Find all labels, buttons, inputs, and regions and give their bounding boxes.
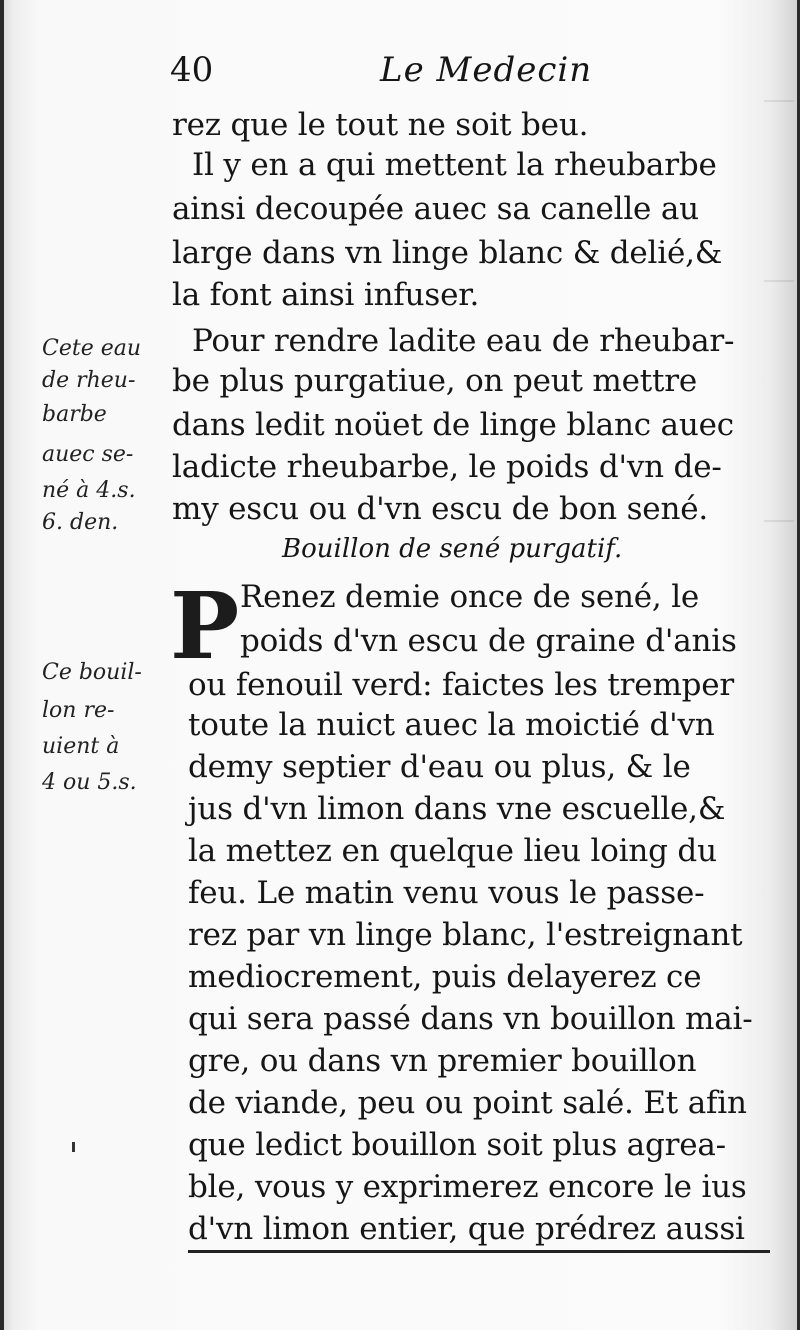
margin-note-line: Cete eau xyxy=(42,336,142,361)
text-line: my escu ou d'vn escu de bon sené. xyxy=(172,491,709,527)
margin-note-line: auec se- xyxy=(42,442,134,467)
text-line: Renez demie once de sené, le xyxy=(240,579,700,615)
text-line: Pour rendre ladite eau de rheubar- xyxy=(192,323,735,359)
text-line: la mettez en quelque lieu loing du xyxy=(188,833,717,869)
text-line: rez que le tout ne soit beu. xyxy=(172,107,589,143)
margin-note-line: Ce bouil- xyxy=(42,660,142,685)
page-number: 40 xyxy=(170,50,214,90)
text-line: Il y en a qui mettent la rheubarbe xyxy=(192,147,717,183)
text-line: jus d'vn limon dans vne escuelle,& xyxy=(188,791,726,827)
text-line: mediocrement, puis delayerez ce xyxy=(188,959,702,995)
text-line: ladicte rheubarbe, le poids d'vn de- xyxy=(172,449,722,485)
section-heading: Bouillon de sené purgatif. xyxy=(282,534,623,564)
margin-note-line: 6. den. xyxy=(42,510,119,535)
page-left-edge xyxy=(0,0,4,1330)
margin-note-line: de rheu- xyxy=(42,368,136,393)
running-title: Le Medecin xyxy=(380,50,593,90)
drop-cap: P xyxy=(170,572,240,680)
margin-note-line: né à 4.s. xyxy=(42,478,136,503)
text-line: rez par vn linge blanc, l'estreignant xyxy=(188,917,743,953)
margin-note-line: lon re- xyxy=(42,698,115,723)
text-line: ble, vous y exprimerez encore le ius xyxy=(188,1169,747,1205)
bleed-through-mark xyxy=(764,280,794,282)
margin-note-line: barbe xyxy=(42,402,107,427)
text-line: que ledict bouillon soit plus agrea- xyxy=(188,1127,726,1163)
text-line: poids d'vn escu de graine d'anis xyxy=(240,623,737,659)
text-line: de viande, peu ou point salé. Et afin xyxy=(188,1085,747,1121)
text-line: demy septier d'eau ou plus, & le xyxy=(188,749,691,785)
bleed-through-mark xyxy=(764,520,794,522)
text-line: gre, ou dans vn premier bouillon xyxy=(188,1043,697,1079)
text-line: large dans vn linge blanc & delié,& xyxy=(172,235,723,271)
text-line: be plus purgatiue, on peut mettre xyxy=(172,363,698,399)
text-line: ou fenouil verd: faictes les tremper xyxy=(188,667,735,703)
margin-note-line: 4 ou 5.s. xyxy=(42,770,137,795)
text-line: dans ledit noüet de linge blanc auec xyxy=(172,407,734,443)
underline-mark xyxy=(188,1250,770,1253)
bleed-through-mark xyxy=(764,100,794,102)
text-line: ainsi decoupée auec sa canelle au xyxy=(172,191,699,227)
text-line: d'vn limon entier, que prédrez aussi xyxy=(188,1211,745,1247)
text-line: feu. Le matin venu vous le passe- xyxy=(188,875,705,911)
ink-mark xyxy=(72,1142,75,1152)
text-line: la font ainsi infuser. xyxy=(172,277,480,313)
text-line: toute la nuict auec la moictié d'vn xyxy=(188,707,715,743)
margin-note-line: uient à xyxy=(42,734,120,759)
text-line: qui sera passé dans vn bouillon mai- xyxy=(188,1001,753,1037)
